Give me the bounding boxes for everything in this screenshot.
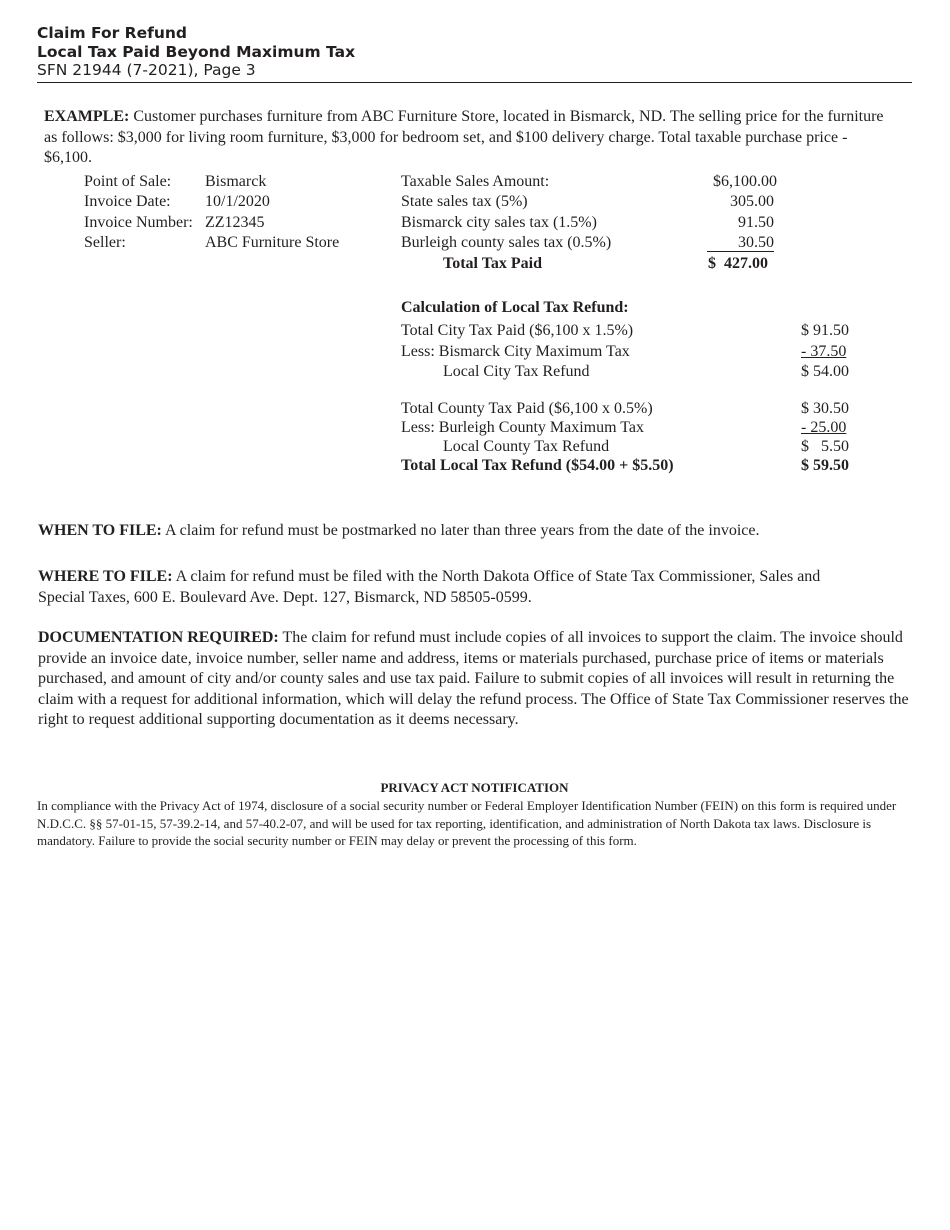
point-of-sale-value: Bismarck [205,173,267,190]
form-title: Claim For Refund [37,24,188,42]
example-paragraph [44,107,884,169]
total-tax-paid-value: $ 427.00 [708,255,768,272]
invoice-date-label: Invoice Date: [84,193,171,210]
city-max-tax-value: - 37.50 [801,343,847,360]
seller-label: Seller: [84,234,126,251]
where-to-file-text: A claim for refund must be filed with the North Dakota Office of State Tax Commissioner, Sales and Special Taxes, 600 E. Boulevard Ave. Dept. 127, Bismarck, ND 58505-0599. [38,568,821,606]
taxable-sales-value: $6,100.00 [713,173,777,190]
county-max-tax-label: Less: Burleigh County Maximum Tax [401,419,645,436]
city-max-tax-label: Less: Bismarck City Maximum Tax [401,343,630,360]
city-refund-value: $ 54.00 [801,363,849,380]
total-refund-label: Total Local Tax Refund ($54.00 + $5.50) [401,457,674,474]
documentation-required-label: DOCUMENTATION REQUIRED: [38,629,279,646]
taxable-sales-label: Taxable Sales Amount: [401,173,550,190]
county-refund-value: $ 5.50 [801,438,849,455]
example-text: Customer purchases furniture from ABC Furniture Store, located in Bismarck, ND. The selling price for the furniture as follows: $3,000 for living room furniture, $3,000 for bedroom set, and $100 delivery charge. Total taxable purchase price - $6,100. [44,108,884,166]
county-refund-label: Local County Tax Refund [443,438,610,455]
county-tax-value: 30.50 [707,234,774,252]
form-title-secondary: Local Tax Paid Beyond Maximum Tax [37,42,356,61]
invoice-number-value: ZZ12345 [205,214,265,231]
point-of-sale-label: Point of Sale: [84,173,172,190]
city-tax-value: 91.50 [738,214,774,231]
invoice-number-label: Invoice Number: [84,214,193,231]
city-tax-paid-label: Total City Tax Paid ($6,100 x 1.5%) [401,322,634,339]
county-max-tax-value: - 25.00 [801,419,847,436]
city-tax-label: Bismarck city sales tax (1.5%) [401,214,597,231]
state-tax-label: State sales tax (5%) [401,193,528,210]
city-tax-paid-value: $ 91.50 [801,322,849,339]
documentation-required [38,628,918,731]
form-header [37,24,355,80]
when-to-file-label: WHEN TO FILE: [38,522,162,539]
where-to-file-label: WHERE TO FILE: [38,568,173,585]
documentation-required-text: The claim for refund must include copies of all invoices to support the claim. The invoice should provide an invoice date, invoice number, seller name and address, items or materials purchased, purchase price of items or materials purchased, and amount of city and/or county sales and use tax paid. Failure to submit copies of all invoices will result in returning the claim with a request for additional information, which will delay the refund process. The Office of State Tax Commissioner reserves the right to request additional supporting documentation as it deems necessary. [38,629,909,728]
example-label: EXAMPLE: [44,108,130,125]
county-tax-paid-label: Total County Tax Paid ($6,100 x 0.5%) [401,400,653,417]
privacy-notice-text: In compliance with the Privacy Act of 1974, disclosure of a social security number or Federal Employer Identification Number (FEIN) on this form is required under N.D.C.C. §§ 57-01-15, 57-39.2-14, and 57-40.2-07, and will be used for tax reporting, identification, and administration of North Dakota tax laws. Disclosure is mandatory. Failure to provide the social security number or FEIN may delay or prevent the processing of this form. [37,798,897,848]
header-divider [37,82,912,83]
privacy-notice-title: PRIVACY ACT NOTIFICATION [380,780,569,795]
total-refund-value: $ 59.50 [801,457,849,474]
county-tax-paid-value: $ 30.50 [801,400,849,417]
refund-calculation-heading: Calculation of Local Tax Refund: [401,299,629,316]
where-to-file [38,567,848,608]
when-to-file-text: A claim for refund must be postmarked no later than three years from the date of the invoice. [161,522,760,539]
invoice-date-value: 10/1/2020 [205,193,270,210]
form-subtitle: SFN 21944 (7-2021), Page 3 [37,61,256,79]
seller-value: ABC Furniture Store [205,234,340,251]
county-tax-label: Burleigh county sales tax (0.5%) [401,234,612,251]
when-to-file [38,521,918,542]
total-tax-paid-label: Total Tax Paid [443,255,543,272]
state-tax-value: 305.00 [730,193,774,210]
city-refund-label: Local City Tax Refund [443,363,590,380]
